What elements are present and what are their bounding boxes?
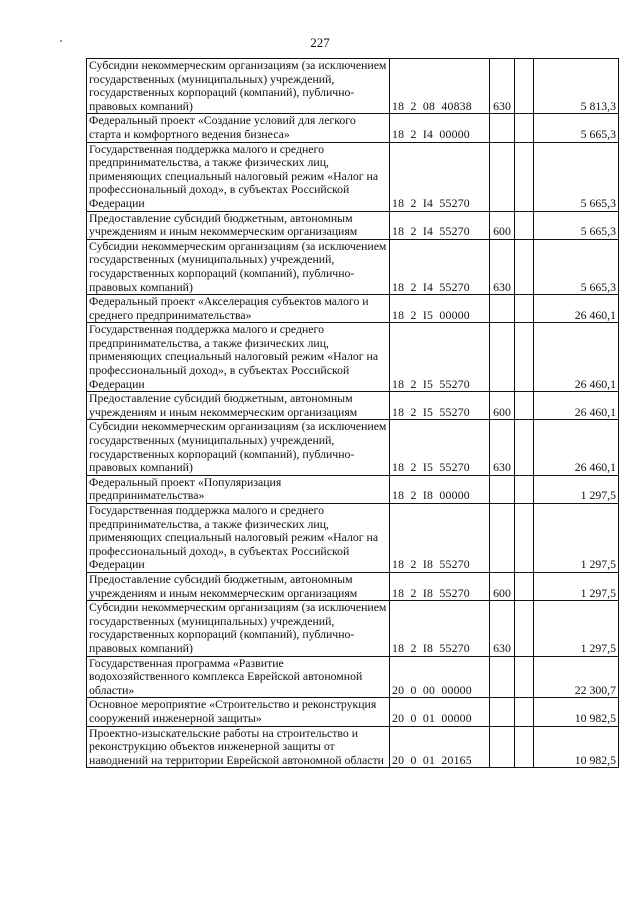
row-expense-type <box>490 323 515 392</box>
row-target-code: 20 0 01 20165 <box>390 726 490 768</box>
row-description: Федеральный проект «Создание условий для легкого старта и комфортного ведения бизнеса» <box>87 114 390 142</box>
row-amount: 10 982,5 <box>534 726 619 768</box>
row-description: Государственная поддержка малого и среднего предпринимательства, а также физических лиц, применяющих специальный налоговый режим «Налог на профессиональный доход», в субъектах Российской Федерации <box>87 504 390 573</box>
row-description: Федеральный проект «Акселерация субъектов малого и среднего предпринимательства» <box>87 295 390 323</box>
row-expense-type <box>490 656 515 698</box>
row-empty-cell <box>515 726 534 768</box>
row-expense-type: 600 <box>490 211 515 239</box>
table-row <box>87 420 619 475</box>
table-row <box>87 239 619 294</box>
row-description: Субсидии некоммерческим организациям (за исключением государственных (муниципальных) учреждений, государственных корпораций (компаний), публично-правовых компаний) <box>87 601 390 656</box>
table-row <box>87 656 619 698</box>
row-description: Субсидии некоммерческим организациям (за исключением государственных (муниципальных) учреждений, государственных корпораций (компаний), публично-правовых компаний) <box>87 59 390 114</box>
row-amount: 1 297,5 <box>534 504 619 573</box>
row-target-code: 18 2 I5 00000 <box>390 295 490 323</box>
row-target-code: 18 2 I8 55270 <box>390 572 490 600</box>
row-description: Субсидии некоммерческим организациям (за исключением государственных (муниципальных) учреждений, государственных корпораций (компаний), публично-правовых компаний) <box>87 420 390 475</box>
row-expense-type <box>490 698 515 726</box>
row-target-code: 18 2 I4 00000 <box>390 114 490 142</box>
row-target-code: 18 2 I5 55270 <box>390 323 490 392</box>
row-empty-cell <box>515 295 534 323</box>
row-description: Государственная поддержка малого и среднего предпринимательства, а также физических лиц, применяющих специальный налоговый режим «Налог на профессиональный доход», в субъектах Российской Федерации <box>87 142 390 211</box>
table-row <box>87 601 619 656</box>
row-target-code: 18 2 I4 55270 <box>390 239 490 294</box>
row-amount: 10 982,5 <box>534 698 619 726</box>
row-empty-cell <box>515 504 534 573</box>
table-row <box>87 504 619 573</box>
row-expense-type: 630 <box>490 601 515 656</box>
row-amount: 26 460,1 <box>534 420 619 475</box>
table-row <box>87 142 619 211</box>
row-expense-type <box>490 504 515 573</box>
page-number: 227 <box>310 35 330 50</box>
row-empty-cell <box>515 420 534 475</box>
row-empty-cell <box>515 142 534 211</box>
table-row <box>87 323 619 392</box>
row-expense-type <box>490 114 515 142</box>
row-empty-cell <box>515 114 534 142</box>
row-target-code: 18 2 I8 55270 <box>390 504 490 573</box>
table-row <box>87 114 619 142</box>
row-amount: 26 460,1 <box>534 323 619 392</box>
row-empty-cell <box>515 698 534 726</box>
row-description: Государственная программа «Развитие водохозяйственного комплекса Еврейской автономной области» <box>87 656 390 698</box>
row-empty-cell <box>515 601 534 656</box>
row-amount: 5 813,3 <box>534 59 619 114</box>
row-expense-type <box>490 475 515 503</box>
row-amount: 26 460,1 <box>534 392 619 420</box>
row-target-code: 18 2 I5 55270 <box>390 420 490 475</box>
row-description: Проектно-изыскательские работы на строительство и реконструкцию объектов инженерной защиты от наводнений на территории Еврейской автономной области <box>87 726 390 768</box>
scan-speck <box>60 40 62 42</box>
row-amount: 1 297,5 <box>534 601 619 656</box>
row-description: Федеральный проект «Популяризация предпринимательства» <box>87 475 390 503</box>
row-target-code: 18 2 I5 55270 <box>390 392 490 420</box>
row-description: Основное мероприятие «Строительство и реконструкция сооружений инженерной защиты» <box>87 698 390 726</box>
row-expense-type: 630 <box>490 59 515 114</box>
row-amount: 5 665,3 <box>534 239 619 294</box>
table-row <box>87 475 619 503</box>
row-description: Государственная поддержка малого и среднего предпринимательства, а также физических лиц, применяющих специальный налоговый режим «Налог на профессиональный доход», в субъектах Российской Федерации <box>87 323 390 392</box>
row-description: Предоставление субсидий бюджетным, автономным учреждениям и иным некоммерческим организациям <box>87 211 390 239</box>
table-row <box>87 211 619 239</box>
row-expense-type: 600 <box>490 572 515 600</box>
table-row <box>87 698 619 726</box>
budget-table <box>86 58 619 768</box>
row-amount: 5 665,3 <box>534 142 619 211</box>
row-target-code: 18 2 I8 55270 <box>390 601 490 656</box>
table-row <box>87 59 619 114</box>
row-expense-type <box>490 142 515 211</box>
row-expense-type: 630 <box>490 239 515 294</box>
row-empty-cell <box>515 656 534 698</box>
row-amount: 1 297,5 <box>534 475 619 503</box>
row-expense-type: 600 <box>490 392 515 420</box>
row-description: Субсидии некоммерческим организациям (за исключением государственных (муниципальных) учреждений, государственных корпораций (компаний), публично-правовых компаний) <box>87 239 390 294</box>
row-description: Предоставление субсидий бюджетным, автономным учреждениям и иным некоммерческим организациям <box>87 572 390 600</box>
row-expense-type <box>490 726 515 768</box>
row-target-code: 18 2 08 40838 <box>390 59 490 114</box>
row-expense-type: 630 <box>490 420 515 475</box>
table-row <box>87 295 619 323</box>
row-target-code: 18 2 I4 55270 <box>390 211 490 239</box>
row-empty-cell <box>515 59 534 114</box>
row-empty-cell <box>515 475 534 503</box>
row-amount: 22 300,7 <box>534 656 619 698</box>
row-target-code: 20 0 00 00000 <box>390 656 490 698</box>
row-empty-cell <box>515 211 534 239</box>
table-row <box>87 572 619 600</box>
row-amount: 5 665,3 <box>534 114 619 142</box>
row-target-code: 20 0 01 00000 <box>390 698 490 726</box>
row-amount: 5 665,3 <box>534 211 619 239</box>
row-empty-cell <box>515 239 534 294</box>
row-empty-cell <box>515 323 534 392</box>
table-row <box>87 392 619 420</box>
row-description: Предоставление субсидий бюджетным, автономным учреждениям и иным некоммерческим организациям <box>87 392 390 420</box>
row-amount: 1 297,5 <box>534 572 619 600</box>
row-amount: 26 460,1 <box>534 295 619 323</box>
row-target-code: 18 2 I4 55270 <box>390 142 490 211</box>
row-target-code: 18 2 I8 00000 <box>390 475 490 503</box>
row-empty-cell <box>515 572 534 600</box>
table-row <box>87 726 619 768</box>
row-empty-cell <box>515 392 534 420</box>
row-expense-type <box>490 295 515 323</box>
